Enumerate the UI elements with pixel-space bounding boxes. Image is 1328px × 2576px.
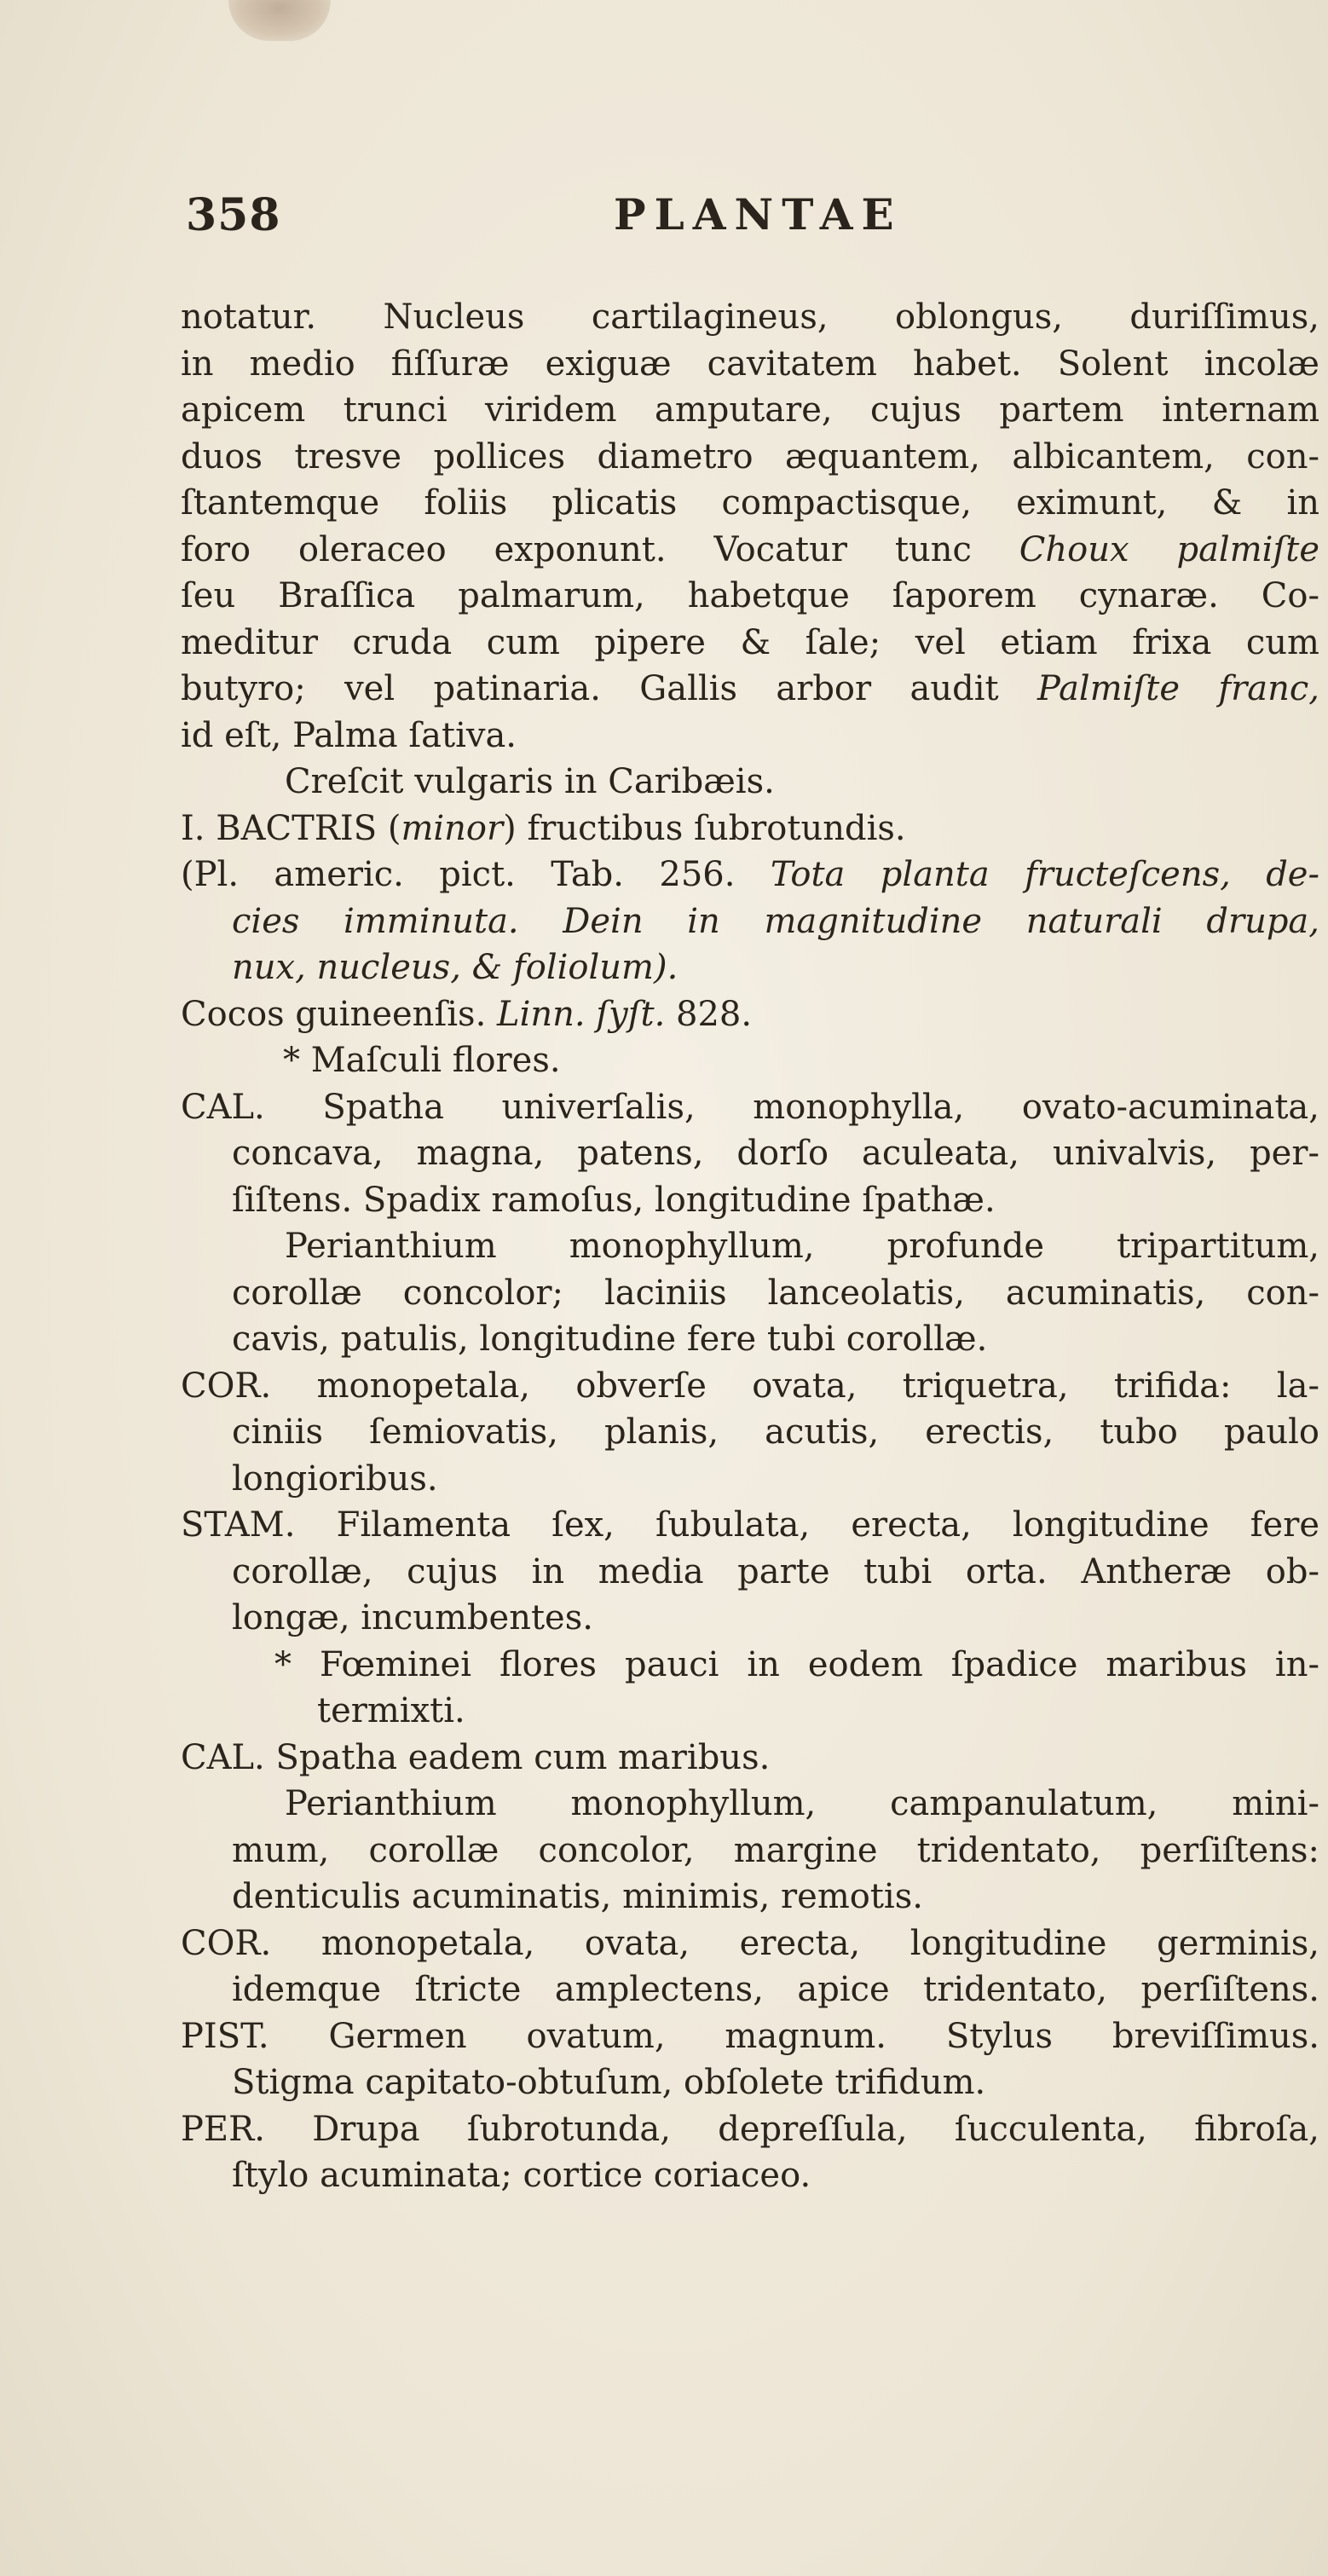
- text-line: longæ, incumbentes.: [232, 1598, 593, 1637]
- text-line: concava, magna, patens, dorſo aculeata, univalvis, per-: [232, 1134, 1319, 1173]
- text-line: nux, nucleus, & foliolum).: [232, 948, 678, 987]
- text-line: PER. Drupa ſubrotunda, depreſſula, ſucculenta, fibroſa,: [181, 2109, 1319, 2149]
- text-line: cies imminuta. Dein in magnitudine naturali drupa,: [232, 901, 1319, 941]
- text-line: idemque ſtricte amplectens, apice tridentato, perſiſtens.: [232, 1970, 1319, 2009]
- text-line: cavis, patulis, longitudine fere tubi corollæ.: [232, 1320, 988, 1359]
- text-line: ſeu Braſſica palmarum, habetque ſaporem cynaræ. Co-: [181, 576, 1319, 615]
- section-heading: * Fœminei flores pauci in eodem ſpadice maribus in-: [274, 1644, 1319, 1684]
- text-line: Creſcit vulgaris in Caribæis.: [285, 762, 775, 801]
- text-line: corollæ, cujus in media parte tubi orta. Antheræ ob-: [232, 1551, 1319, 1591]
- paper-stain: [228, 0, 331, 41]
- text-line: Perianthium monophyllum, campanulatum, mini-: [285, 1784, 1319, 1823]
- text-line: CAL. Spatha eadem cum maribus.: [181, 1737, 771, 1777]
- text-line: PIST. Germen ovatum, magnum. Stylus breviſſimus.: [181, 2016, 1320, 2056]
- body-text: [181, 294, 1319, 2199]
- section-heading: * Maſculi flores.: [283, 1041, 561, 1080]
- text-line: in medio fiſſuræ exiguæ cavitatem habet. Solent incolæ: [181, 344, 1319, 384]
- text-line: foro oleraceo exponunt. Vocatur tunc Choux palmiſte: [181, 529, 1319, 569]
- text-line: butyro; vel patinaria. Gallis arbor audit Palmiſte franc,: [181, 669, 1320, 708]
- text-line: STAM. Filamenta ſex, ſubulata, erecta, longitudine fere: [181, 1505, 1319, 1545]
- text-line: termixti.: [317, 1691, 465, 1730]
- text-line: CAL. Spatha univerſalis, monophylla, ovato-acuminata,: [181, 1087, 1319, 1127]
- species-heading: I. BACTRIS (minor) fructibus ſubrotundis.: [181, 808, 906, 848]
- text-line: COR. monopetala, obverſe ovata, triquetra, trifida: la-: [181, 1366, 1319, 1406]
- page-header: [186, 189, 1311, 249]
- text-line: denticulis acuminatis, minimis, remotis.: [232, 1877, 923, 1916]
- text-line: ſiſtens. Spadix ramoſus, longitudine ſpathæ.: [232, 1180, 996, 1220]
- text-line: Perianthium monophyllum, profunde tripartitum,: [285, 1227, 1319, 1266]
- text-line: (Pl. americ. pict. Tab. 256. Tota planta fructeſcens, de-: [181, 855, 1319, 894]
- text-line: id eſt, Palma ſativa.: [181, 715, 517, 755]
- text-line: ſtylo acuminata; cortice coriaceo.: [232, 2156, 811, 2195]
- page-number: 358: [186, 189, 281, 241]
- text-line: longioribus.: [232, 1458, 438, 1499]
- text-line: notatur. Nucleus cartilagineus, oblongus, duriſſimus,: [181, 297, 1319, 337]
- text-line: ſtantemque foliis plicatis compactisque, eximunt, & in: [181, 483, 1319, 523]
- text-line: ciniis ſemiovatis, planis, acutis, erectis, tubo paulo: [232, 1412, 1319, 1452]
- text-line: apicem trunci viridem amputare, cujus partem internam: [181, 390, 1319, 430]
- text-line: Stigma capitato-obtuſum, obſolete trifidum.: [232, 2063, 986, 2102]
- text-line: COR. monopetala, ovata, erecta, longitudine germinis,: [181, 1923, 1320, 1963]
- running-title: PLANTAE: [614, 189, 903, 240]
- text-line: mum, corollæ concolor, margine tridentato, perſiſtens:: [232, 1830, 1319, 1870]
- text-line: duos tresve pollices diametro æquantem, albicantem, con-: [181, 436, 1319, 477]
- synonym-line: Cocos guineenſis. Linn. ſyſt. 828.: [181, 994, 753, 1034]
- text-line: corollæ concolor; laciniis lanceolatis, acuminatis, con-: [232, 1273, 1319, 1313]
- text-line: meditur cruda cum pipere & ſale; vel etiam frixa cum: [181, 622, 1319, 662]
